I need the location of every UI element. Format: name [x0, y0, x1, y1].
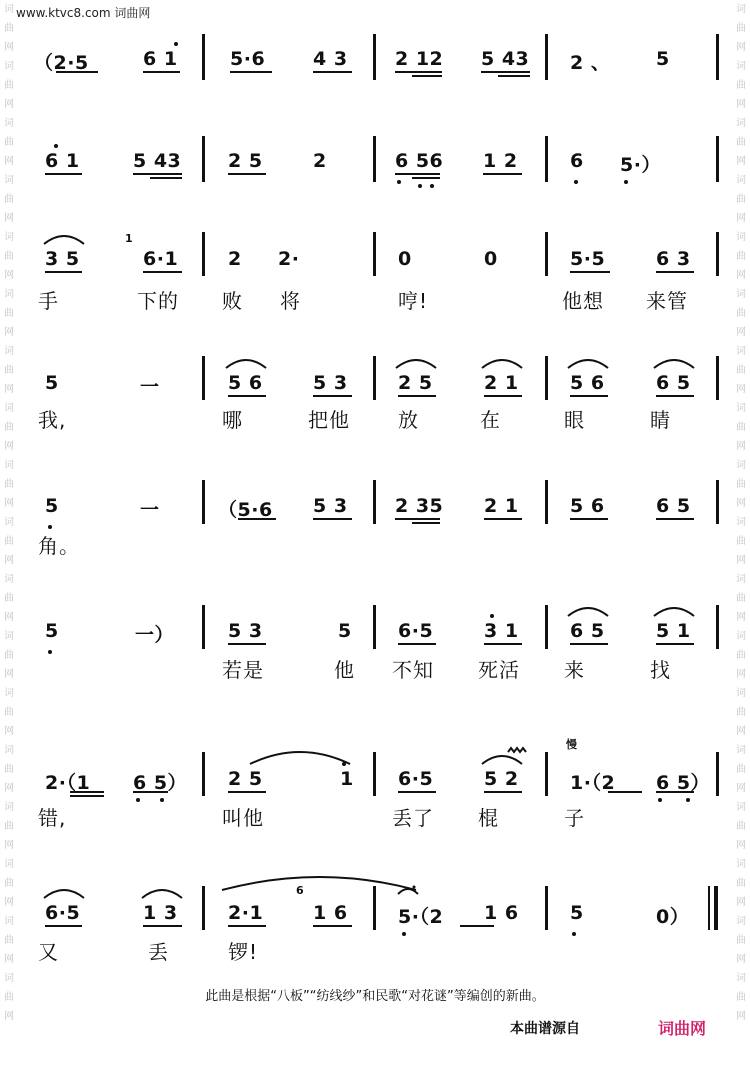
lyric: 找 [650, 658, 671, 682]
note: 6 1 [45, 150, 80, 172]
lyric: 手 [38, 289, 59, 313]
lyric: 丢了 [392, 806, 434, 830]
source-label: 本曲谱源自 [510, 1021, 580, 1037]
note: 1 2 [483, 150, 518, 172]
note: 6·5 [45, 902, 81, 924]
grace-note: 1 [125, 232, 134, 245]
note: 2 5 [398, 372, 433, 394]
lyric: 棍 [478, 806, 499, 830]
lyric: 眼 [564, 408, 585, 432]
note: 0 [398, 248, 412, 270]
note: 5·（2 [398, 906, 444, 928]
note: 2 1 [484, 495, 519, 517]
note: 5·5 [570, 248, 606, 270]
note: 1 6 [484, 902, 519, 924]
note: 2 [313, 150, 327, 172]
lyric: 他 [334, 658, 355, 682]
note: 5 [656, 48, 670, 70]
lyric: 来管 [646, 289, 688, 313]
note: 6 5 [656, 495, 691, 517]
note: 5 [45, 620, 59, 642]
note: 2 1 [484, 372, 519, 394]
lyric: 下的 [137, 289, 179, 313]
site-url[interactable]: www.ktvc8.com 词曲网 [16, 6, 151, 20]
grace-note: 6 [296, 884, 305, 897]
note: 0） [656, 906, 690, 928]
lyric: 角。 [38, 534, 80, 558]
note: 5 6 [570, 495, 605, 517]
note: 5 6 [228, 372, 263, 394]
source-site-link[interactable]: 词曲网 [658, 1019, 707, 1038]
lyric: 若是 [222, 658, 264, 682]
note: 1·（2 [570, 772, 616, 794]
note: 6 1 [143, 48, 178, 70]
note: 6·5 [398, 620, 434, 642]
note: 6·1 [143, 248, 179, 270]
footer-note: 此曲是根据“八板”“纺线纱”和民歌“对花谜”等编创的新曲。 [205, 989, 545, 1004]
note: 6·5 [398, 768, 434, 790]
note: 5·6 [230, 48, 266, 70]
lyric: 叫他 [222, 806, 264, 830]
lyric: 丢 [148, 940, 169, 964]
note: 5 [338, 620, 352, 642]
note: 0 [484, 248, 498, 270]
note: （2·5 [34, 52, 89, 74]
lyric: 不知 [392, 658, 434, 682]
note: 2 5 [228, 768, 263, 790]
lyric: 哼! [398, 289, 429, 313]
note: 2·1 [228, 902, 264, 924]
lyric: 死活 [478, 658, 520, 682]
note: 一） [135, 624, 175, 646]
lyric: 来 [564, 658, 585, 682]
lyric: 败 [222, 289, 243, 313]
lyric: 在 [480, 408, 501, 432]
note: 5 1 [656, 620, 691, 642]
note: 一 [140, 499, 160, 521]
note: 2 、 [570, 52, 611, 74]
note: 6 5） [133, 772, 188, 794]
note: 3 5 [45, 248, 80, 270]
note: 4 3 [313, 48, 348, 70]
note: 1 3 [143, 902, 178, 924]
lyric: 把他 [308, 408, 350, 432]
lyric: 锣! [228, 940, 259, 964]
lyric: 放 [398, 408, 419, 432]
note: 5 3 [313, 495, 348, 517]
note: 6 5 [656, 372, 691, 394]
note: （5·6 [218, 499, 273, 521]
note: 1 6 [313, 902, 348, 924]
note: 5 2 [484, 768, 519, 790]
watermark-right: 词曲网词曲网词曲网词曲网词曲网词曲网词曲网词曲网词曲网词曲网词曲网词曲网词曲网词曲网词曲网词曲网词曲网词曲网 [736, 4, 746, 1022]
lyric: 睛 [650, 408, 671, 432]
lyric: 我, [38, 408, 67, 432]
lyric: 他想 [562, 289, 604, 313]
note: 5 [570, 902, 584, 924]
note: 6 56 [395, 150, 444, 172]
tempo-marking: 慢 [566, 738, 577, 751]
note: 5 43 [481, 48, 530, 70]
lyric: 将 [280, 289, 301, 313]
note: 3 1 [484, 620, 519, 642]
note: 6 [570, 150, 584, 172]
lyric: 错, [38, 806, 67, 830]
note: 2·（1 [45, 772, 91, 794]
note: 2 35 [395, 495, 444, 517]
note: 5 6 [570, 372, 605, 394]
note: 2 [228, 248, 242, 270]
note: 2· [278, 248, 300, 270]
note: 6 5 [570, 620, 605, 642]
note: 2 12 [395, 48, 444, 70]
watermark-left: 词曲网词曲网词曲网词曲网词曲网词曲网词曲网词曲网词曲网词曲网词曲网词曲网词曲网词曲网词曲网词曲网词曲网词曲网 [4, 4, 14, 1022]
note: 2 5 [228, 150, 263, 172]
lyric: 子 [564, 806, 585, 830]
note: 5 3 [228, 620, 263, 642]
note: 6 5） [656, 772, 711, 794]
note: 5 [45, 495, 59, 517]
lyric: 哪 [222, 408, 243, 432]
note: 5 43 [133, 150, 182, 172]
note: 5 3 [313, 372, 348, 394]
note: 5·） [620, 154, 661, 176]
note: 5 [45, 372, 59, 394]
note: 6 3 [656, 248, 691, 270]
note: 一 [140, 376, 160, 398]
lyric: 又 [38, 940, 59, 964]
note: 1 [340, 768, 354, 790]
